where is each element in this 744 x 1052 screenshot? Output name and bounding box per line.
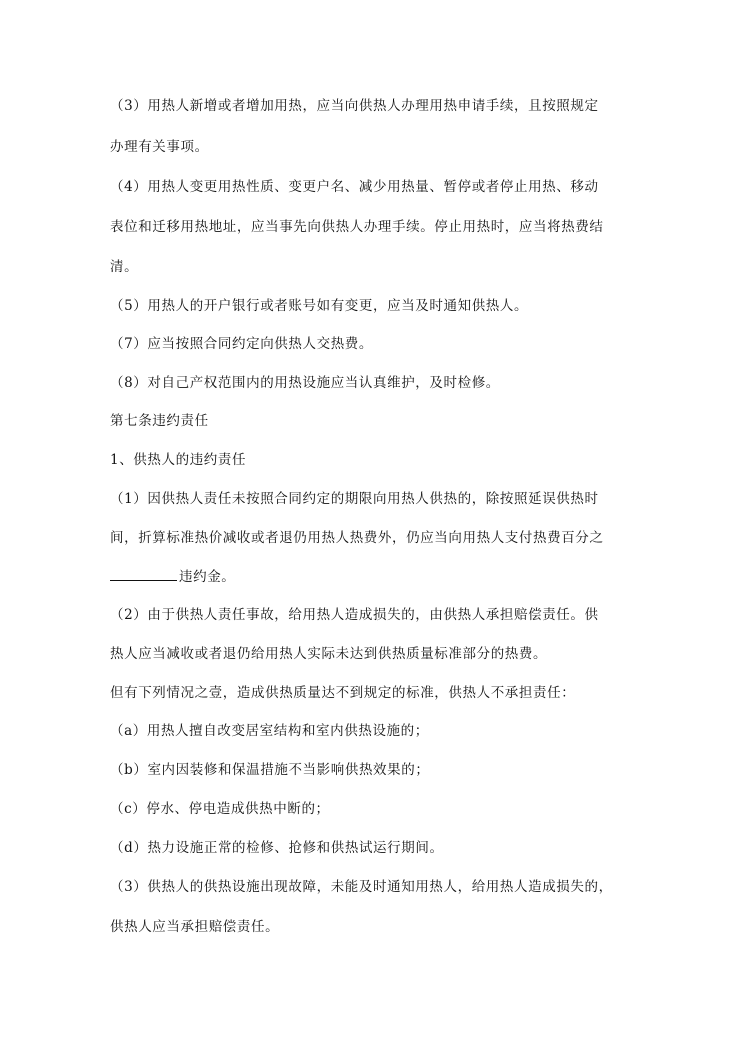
liability-3-line-1: （3）供热人的供热设施出现故障，未能及时通知用热人，给用热人造成损失的， xyxy=(110,879,613,895)
fill-in-blank xyxy=(110,567,177,581)
liability-3-line-2: 供热人应当承担赔偿责任。 xyxy=(110,919,280,935)
liability-1-line-3 xyxy=(110,567,644,586)
clause-8-line: （8）对自己产权范围内的用热设施应当认真维护，及时检修。 xyxy=(110,375,500,391)
clause-4-line-3: 清。 xyxy=(110,259,139,275)
article-7-heading: 第七条违约责任 xyxy=(110,413,209,429)
exceptions-intro: 但有下列情况之壹，造成供热质量达不到规定的标准，供热人不承担责任： xyxy=(110,685,576,701)
clause-5-line: （5）用热人的开户银行或者账号如有变更，应当及时通知供热人。 xyxy=(110,298,529,314)
clause-4-line-2: 表位和迁移用热地址，应当事先向供热人办理手续。停止用热时，应当将热费结 xyxy=(110,219,604,235)
clause-3-line-1: （3）用热人新增或者增加用热，应当向供热人办理用热申请手续，且按照规定 xyxy=(110,98,599,114)
clause-7-line: （7）应当按照合同约定向供热人交热费。 xyxy=(110,336,373,352)
exception-c: （c）停水、停电造成供热中断的； xyxy=(110,801,330,817)
clause-3-line-2: 办理有关事项。 xyxy=(110,139,209,155)
liability-1-line-2: 间，折算标准热价减收或者退仍用热人热费外，仍应当向用热人支付热费百分之 xyxy=(110,530,604,546)
liability-2-line-2: 热人应当减收或者退仍给用热人实际未达到供热质量标准部分的热费。 xyxy=(110,646,548,662)
section-1-heading: 1、供热人的违约责任 xyxy=(110,452,247,468)
penalty-text: 违约金。 xyxy=(179,569,236,585)
exception-b: （b）室内因装修和保温措施不当影响供热效果的； xyxy=(110,762,430,778)
liability-2-line-1: （2）由于供热人责任事故，给用热人造成损失的，由供热人承担赔偿责任。供 xyxy=(110,607,599,623)
liability-1-line-1: （1）因供热人责任未按照合同约定的期限向用热人供热的，除按照延误供热时 xyxy=(110,491,599,507)
exception-d: （d）热力设施正常的检修、抢修和供热试运行期间。 xyxy=(110,840,444,856)
clause-4-line-1: （4）用热人变更用热性质、变更户名、减少用热量、暂停或者停止用热、移动 xyxy=(110,179,599,195)
exception-a: （a）用热人擅自改变居室结构和室内供热设施的； xyxy=(110,723,429,739)
